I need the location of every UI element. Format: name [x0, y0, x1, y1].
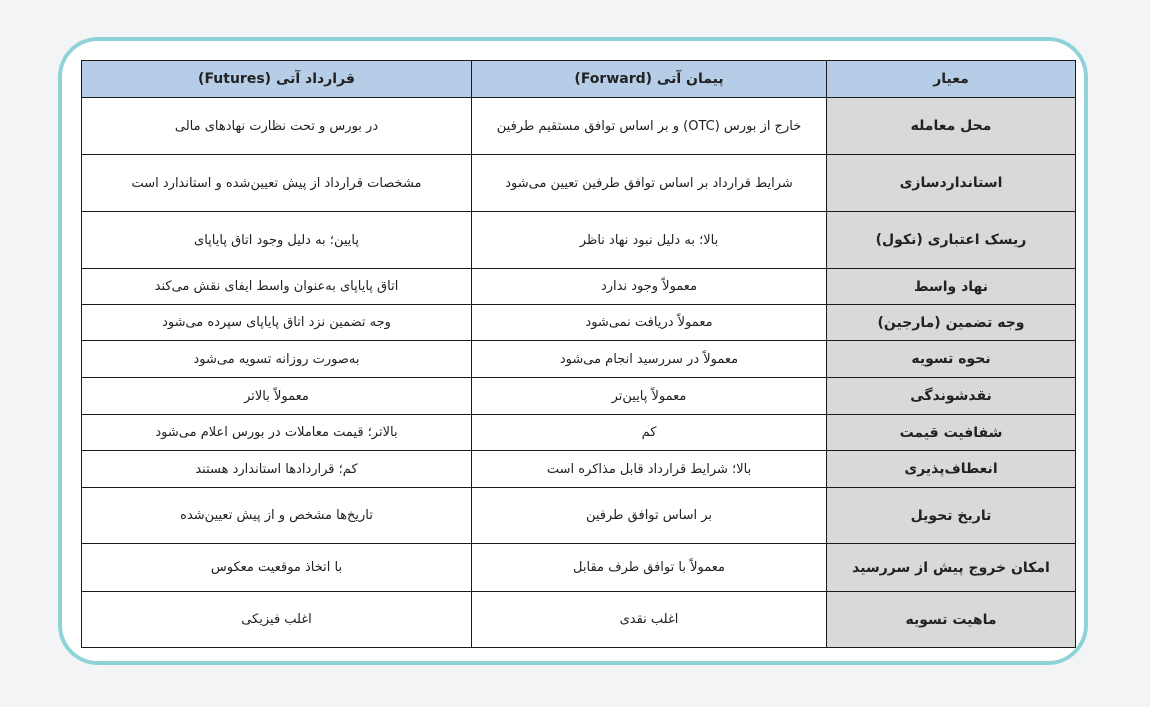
- criterion-cell: ماهیت تسویه: [827, 592, 1076, 648]
- table-row: [82, 98, 1076, 155]
- forward-cell: بر اساس توافق طرفین: [472, 488, 827, 544]
- forward-cell: اغلب نقدی: [472, 592, 827, 648]
- criterion-cell: نهاد واسط: [827, 269, 1076, 305]
- table-row: [82, 341, 1076, 378]
- futures-cell: به‌صورت روزانه تسویه می‌شود: [82, 341, 472, 378]
- criterion-cell: محل معامله: [827, 98, 1076, 155]
- header-futures: قرارداد آتی (Futures): [82, 61, 472, 98]
- forward-cell: بالا؛ شرایط قرارداد قابل مذاکره است: [472, 451, 827, 488]
- criterion-cell: وجه تضمین (مارجین): [827, 305, 1076, 341]
- futures-cell: اتاق پایاپای به‌عنوان واسط ایفای نقش می‌کند: [82, 269, 472, 305]
- criterion-cell: نحوه تسویه: [827, 341, 1076, 378]
- table-row: [82, 305, 1076, 341]
- criterion-cell: تاریخ تحویل: [827, 488, 1076, 544]
- table-row: [82, 415, 1076, 451]
- criterion-cell: امکان خروج پیش از سررسید: [827, 544, 1076, 592]
- criterion-cell: نقدشوندگی: [827, 378, 1076, 415]
- forward-cell: خارج از بورس (OTC) و بر اساس توافق مستقیم طرفین: [472, 98, 827, 155]
- futures-cell: با اتخاذ موقعیت معکوس: [82, 544, 472, 592]
- futures-cell: مشخصات قرارداد از پیش تعیین‌شده و استاندارد است: [82, 155, 472, 212]
- futures-cell: اغلب فیزیکی: [82, 592, 472, 648]
- futures-cell: بالاتر؛ قیمت معاملات در بورس اعلام می‌شود: [82, 415, 472, 451]
- table-row: [82, 155, 1076, 212]
- comparison-table: [81, 60, 1076, 648]
- table-row: [82, 544, 1076, 592]
- header-criterion: معیار: [827, 61, 1076, 98]
- forward-cell: کم: [472, 415, 827, 451]
- forward-cell: معمولاً در سررسید انجام می‌شود: [472, 341, 827, 378]
- criterion-cell: انعطاف‌پذیری: [827, 451, 1076, 488]
- table-row: [82, 378, 1076, 415]
- table-row: [82, 592, 1076, 648]
- forward-cell: معمولاً با توافق طرف مقابل: [472, 544, 827, 592]
- table-row: [82, 212, 1076, 269]
- header-row: [82, 61, 1076, 98]
- forward-cell: معمولاً دریافت نمی‌شود: [472, 305, 827, 341]
- forward-cell: معمولاً وجود ندارد: [472, 269, 827, 305]
- forward-cell: شرایط قرارداد بر اساس توافق طرفین تعیین می‌شود: [472, 155, 827, 212]
- futures-cell: تاریخ‌ها مشخص و از پیش تعیین‌شده: [82, 488, 472, 544]
- table-row: [82, 488, 1076, 544]
- criterion-cell: ریسک اعتباری (نکول): [827, 212, 1076, 269]
- header-forward: پیمان آتی (Forward): [472, 61, 827, 98]
- table-row: [82, 451, 1076, 488]
- criterion-cell: شفافیت قیمت: [827, 415, 1076, 451]
- futures-cell: کم؛ قراردادها استاندارد هستند: [82, 451, 472, 488]
- futures-cell: وجه تضمین نزد اتاق پایاپای سپرده می‌شود: [82, 305, 472, 341]
- forward-cell: بالا؛ به دلیل نبود نهاد ناظر: [472, 212, 827, 269]
- criterion-cell: استانداردسازی: [827, 155, 1076, 212]
- futures-cell: در بورس و تحت نظارت نهادهای مالی: [82, 98, 472, 155]
- futures-cell: پایین؛ به دلیل وجود اتاق پایاپای: [82, 212, 472, 269]
- table-row: [82, 269, 1076, 305]
- futures-cell: معمولاً بالاتر: [82, 378, 472, 415]
- forward-cell: معمولاً پایین‌تر: [472, 378, 827, 415]
